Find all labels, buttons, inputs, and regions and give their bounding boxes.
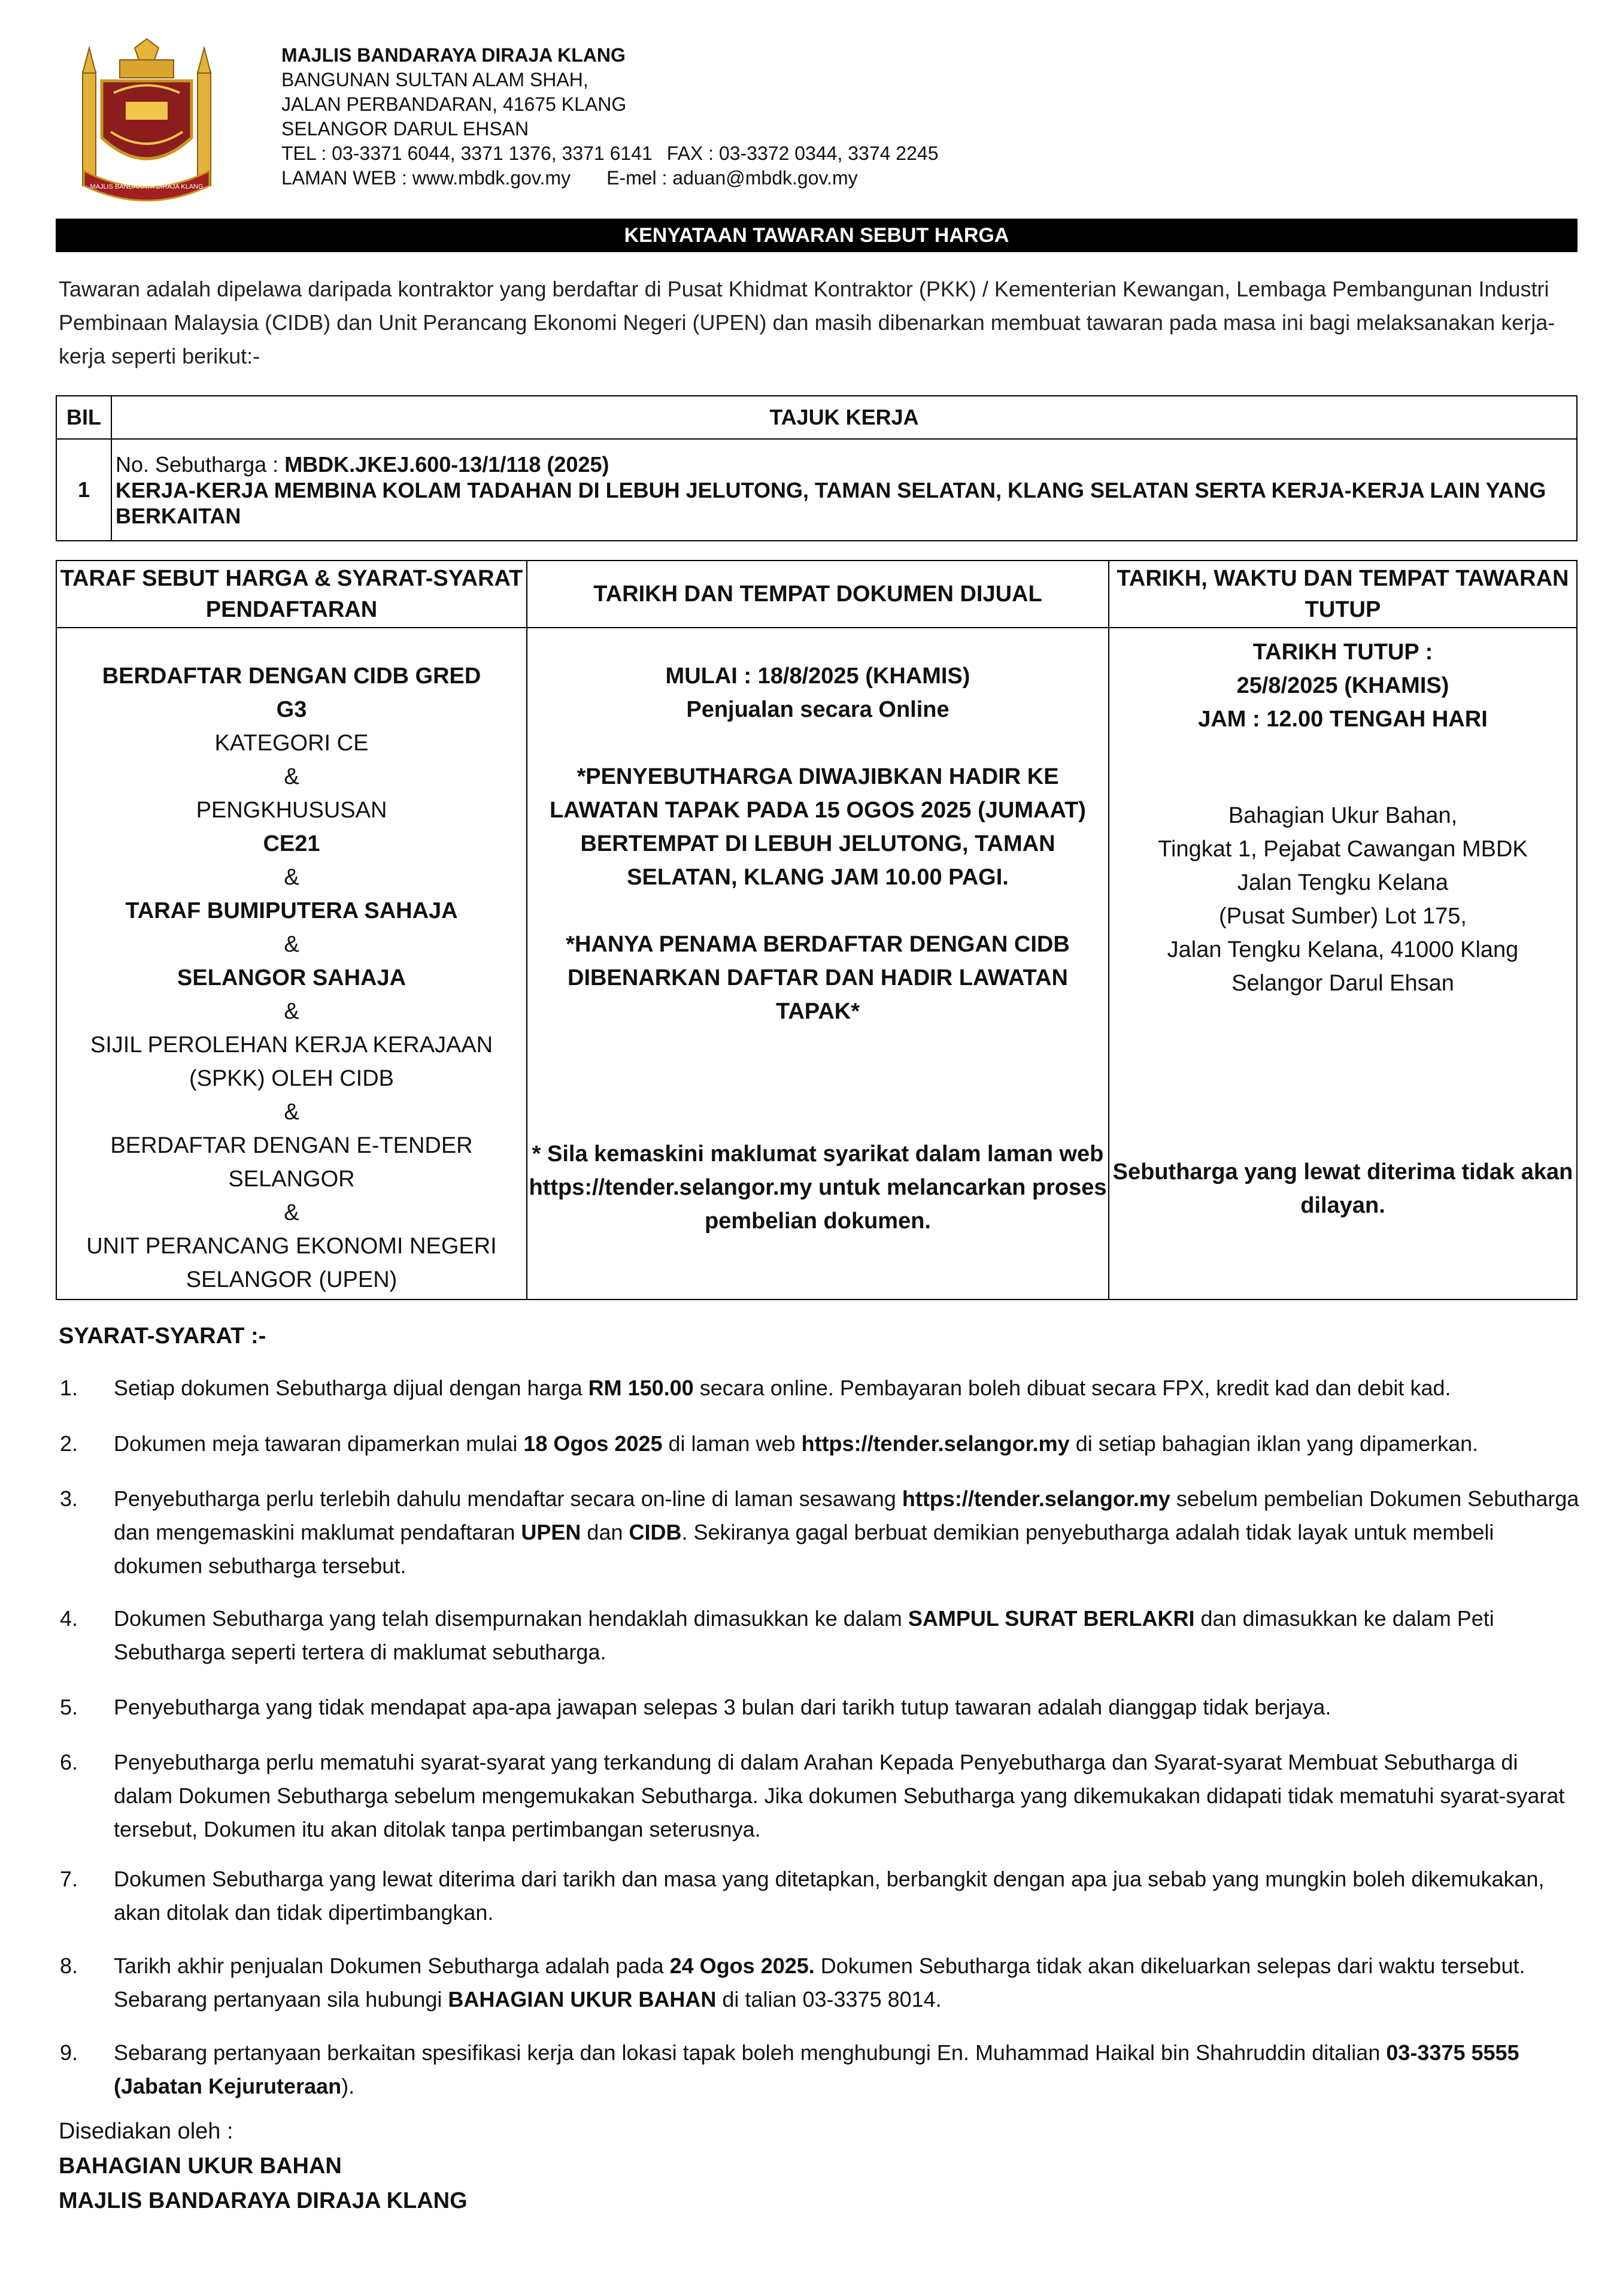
closing-address bbox=[1109, 799, 1576, 1000]
envelope: SAMPUL SURAT BERLAKRI bbox=[908, 1606, 1195, 1631]
visit-line: BERTEMPAT DI LEBUH JELUTONG, TAMAN bbox=[580, 831, 1055, 856]
req-grade: G3 bbox=[276, 697, 307, 722]
sale-cell bbox=[527, 628, 1109, 1300]
amp: & bbox=[284, 1099, 299, 1125]
late-line: dilayan. bbox=[1300, 1193, 1385, 1218]
addr-line: Tingkat 1, Pejabat Cawangan MBDK bbox=[1158, 837, 1528, 862]
note-line: https://tender.selangor.my untuk melancarkan proses bbox=[529, 1175, 1107, 1200]
addr-line: Jalan Tengku Kelana, 41000 Klang bbox=[1167, 937, 1519, 962]
tender-url: https://tender.selangor.my bbox=[902, 1486, 1170, 1511]
closing-info bbox=[1109, 635, 1576, 736]
update-info-note bbox=[527, 1137, 1108, 1238]
addr-line: Bahagian Ukur Bahan, bbox=[1228, 803, 1458, 828]
text: Penyebutharga perlu mematuhi syarat-syarat yang terkandung di dalam Arahan Kepada Penyebutharga dan Syarat-syarat Membuat Sebutharga di dalam Dokumen Sebutharga sebelum mengemukakan Sebutharga. Jika dokumen Sebutharga yang dikemukakan didapati tidak mematuhi syarat-syarat tersebut, Dokumen itu akan ditolak tanpa pertimbangan seterusnya. bbox=[114, 1750, 1565, 1841]
contact-phone-line bbox=[281, 141, 938, 166]
cidb-line: TAPAK* bbox=[775, 999, 860, 1024]
text: Penyebutharga yang tidak mendapat apa-apa jawapan selepas 3 bulan dari tarikh tutup tawaran adalah dianggap tidak berjaya. bbox=[114, 1695, 1331, 1719]
conditions-heading: SYARAT-SYARAT :- bbox=[59, 1323, 266, 1349]
req-spkk-1: SIJIL PEROLEHAN KERJA KERAJAAN bbox=[90, 1032, 493, 1058]
cidb-line: DIBENARKAN DAFTAR DAN HADIR LAWATAN bbox=[568, 965, 1068, 991]
notice-banner: KENYATAAN TAWARAN SEBUT HARGA bbox=[56, 219, 1578, 252]
address-line-1: BANGUNAN SULTAN ALAM SHAH, bbox=[281, 69, 588, 90]
date: 24 Ogos 2025. bbox=[669, 1953, 815, 1978]
date: 18 Ogos 2025 bbox=[523, 1431, 663, 1456]
condition-9 bbox=[59, 2036, 1579, 2103]
condition-6 bbox=[59, 1746, 1579, 1846]
note-line: pembelian dokumen. bbox=[705, 1208, 931, 1234]
work-title-table bbox=[56, 395, 1578, 541]
late-note bbox=[1109, 1155, 1576, 1222]
closing-cell bbox=[1109, 628, 1577, 1300]
amp: & bbox=[284, 1200, 299, 1225]
row-bil: 1 bbox=[56, 439, 111, 541]
amp: & bbox=[284, 999, 299, 1024]
text: dan dimasukkan ke dalam Peti Sebutharga seperti tertera di maklumat sebutharga. bbox=[114, 1606, 1494, 1664]
visit-line: *PENYEBUTHARGA DIWAJIBKAN HADIR KE bbox=[577, 764, 1059, 789]
text: Setiap dokumen Sebutharga dijual dengan harga bbox=[114, 1376, 588, 1400]
condition-1 bbox=[59, 1371, 1579, 1405]
contact-web-line bbox=[281, 166, 938, 190]
registration-cell bbox=[56, 628, 527, 1300]
condition-5 bbox=[59, 1691, 1579, 1724]
text: sebelum pembelian Dokumen Sebutharga dan mengemaskini maklumat pendaftaran bbox=[114, 1486, 1579, 1544]
amp: & bbox=[284, 932, 299, 957]
closing-time: JAM : 12.00 TENGAH HARI bbox=[1198, 707, 1488, 732]
visit-line: LAWATAN TAPAK PADA 15 OGOS 2025 (JUMAAT) bbox=[550, 798, 1086, 823]
req-spkk-2: (SPKK) OLEH CIDB bbox=[189, 1066, 395, 1091]
website: LAMAN WEB : www.mbdk.gov.my bbox=[281, 167, 571, 189]
letterhead bbox=[281, 43, 938, 190]
sale-start-date: MULAI : 18/8/2025 (KHAMIS) bbox=[665, 664, 970, 689]
tel: TEL : 03-3371 6044, 3371 1376, 3371 6141 bbox=[281, 143, 653, 164]
col-header-title: TAJUK KERJA bbox=[111, 396, 1577, 439]
condition-number: 4. bbox=[60, 1606, 78, 1631]
price: RM 150.00 bbox=[588, 1376, 694, 1400]
req-selangor: SELANGOR SAHAJA bbox=[177, 965, 406, 991]
prepared-label: Disediakan oleh : bbox=[59, 2119, 233, 2144]
condition-number: 3. bbox=[60, 1486, 78, 1511]
text: Sebarang pertanyaan berkaitan spesifikasi kerja dan lokasi tapak boleh menghubungi En. Muhammad Haikal bin Shahruddin ditalian bbox=[114, 2040, 1387, 2065]
text: Penyebutharga perlu terlebih dahulu mendaftar secara on-line di laman sesawang bbox=[114, 1486, 902, 1511]
text: Dokumen meja tawaran dipamerkan mulai bbox=[114, 1431, 524, 1456]
text: . Sekiranya gagal berbuat demikian penyebutharga adalah tidak layak untuk membeli dokumen sebutharga tersebut. bbox=[114, 1520, 1494, 1578]
late-line: Sebutharga yang lewat diterima tidak akan bbox=[1112, 1159, 1573, 1185]
sale-mode: Penjualan secara Online bbox=[686, 697, 949, 722]
closing-date: 25/8/2025 (KHAMIS) bbox=[1236, 673, 1449, 698]
org-name: MAJLIS BANDARAYA DIRAJA KLANG bbox=[281, 44, 626, 66]
condition-number: 5. bbox=[60, 1695, 78, 1719]
text: Tarikh akhir penjualan Dokumen Sebutharga adalah pada bbox=[114, 1953, 670, 1978]
condition-2 bbox=[59, 1427, 1579, 1461]
col-header-registration: TARAF SEBUT HARGA & SYARAT-SYARAT PENDAFTARAN bbox=[56, 561, 527, 628]
visit-line: SELATAN, KLANG JAM 10.00 PAGI. bbox=[627, 865, 1009, 890]
prepared-dept: BAHAGIAN UKUR BAHAN bbox=[59, 2153, 342, 2179]
condition-8 bbox=[59, 1949, 1579, 2016]
text: di laman web bbox=[662, 1431, 802, 1456]
text: ). bbox=[341, 2074, 355, 2098]
closing-label: TARIKH TUTUP : bbox=[1252, 640, 1433, 665]
text: di setiap bahagian iklan yang dipamerkan. bbox=[1069, 1431, 1479, 1456]
sale-start bbox=[527, 659, 1108, 726]
condition-3 bbox=[59, 1482, 1579, 1583]
crest-ribbon-text: MAJLIS BANDARAYA DIRAJA KLANG bbox=[90, 183, 204, 190]
condition-4 bbox=[59, 1602, 1579, 1669]
ref-label: No. Sebutharga : bbox=[116, 452, 285, 477]
amp: & bbox=[284, 865, 299, 890]
col-header-closing: TARIKH, WAKTU DAN TEMPAT TAWARAN TUTUP bbox=[1109, 561, 1577, 628]
tender-details-table bbox=[56, 560, 1578, 1300]
req-upen-1: UNIT PERANCANG EKONOMI NEGERI bbox=[86, 1234, 497, 1259]
email: E-mel : aduan@mbdk.gov.my bbox=[606, 167, 858, 189]
condition-number: 8. bbox=[60, 1953, 78, 1978]
text: dan bbox=[581, 1520, 629, 1544]
cidb-only-note bbox=[527, 928, 1108, 1028]
condition-number: 7. bbox=[60, 1867, 78, 1891]
cidb: CIDB bbox=[629, 1520, 682, 1544]
table-row bbox=[56, 439, 1577, 541]
addr-line: Selangor Darul Ehsan bbox=[1231, 971, 1454, 996]
addr-line: (Pusat Sumber) Lot 175, bbox=[1219, 904, 1467, 929]
condition-number: 2. bbox=[60, 1431, 78, 1456]
text: Dokumen Sebutharga yang lewat diterima dari tarikh dan masa yang ditetapkan, berbangkit dengan apa jua sebab yang mungkin boleh dikemukakan, akan ditolak dan tidak dipertimbangkan. bbox=[114, 1867, 1545, 1925]
condition-number: 9. bbox=[60, 2040, 78, 2065]
job-title: KERJA-KERJA MEMBINA KOLAM TADAHAN DI LEBUH JELUTONG, TAMAN SELATAN, KLANG SELATAN SERTA KERJA-KERJA LAIN YANG BERKAITAN bbox=[116, 477, 1546, 528]
req-upen-2: SELANGOR (UPEN) bbox=[186, 1267, 398, 1292]
ref-number: MBDK.JKEJ.600-13/1/118 (2025) bbox=[284, 452, 609, 477]
note-line: * Sila kemaskini maklumat syarikat dalam laman web bbox=[532, 1141, 1104, 1167]
site-visit-note bbox=[527, 760, 1108, 894]
tender-url: https://tender.selangor.my bbox=[801, 1431, 1070, 1456]
condition-7 bbox=[59, 1862, 1579, 1930]
text: Dokumen Sebutharga yang telah disempurnakan hendaklah dimasukkan ke dalam bbox=[114, 1606, 908, 1631]
col-header-bil: BIL bbox=[56, 396, 111, 439]
req-specialisation: PENGKHUSUSAN bbox=[196, 798, 387, 823]
fax: FAX : 03-3372 0344, 3374 2245 bbox=[666, 143, 939, 164]
registration-list bbox=[57, 659, 526, 1297]
req-bumiputera: TARAF BUMIPUTERA SAHAJA bbox=[125, 898, 458, 923]
prepared-by bbox=[59, 2114, 468, 2218]
dept: BAHAGIAN UKUR BAHAN bbox=[448, 1987, 717, 2012]
req-etender-2: SELANGOR bbox=[228, 1167, 355, 1192]
text: secara online. Pembayaran boleh dibuat secara FPX, kredit kad dan debit kad. bbox=[693, 1376, 1451, 1400]
col-header-sale: TARIKH DAN TEMPAT DOKUMEN DIJUAL bbox=[527, 561, 1109, 628]
req-etender-1: BERDAFTAR DENGAN E-TENDER bbox=[110, 1133, 473, 1158]
condition-number: 1. bbox=[60, 1376, 78, 1400]
row-job bbox=[111, 439, 1577, 541]
address-line-3: SELANGOR DARUL EHSAN bbox=[281, 118, 529, 140]
amp: & bbox=[284, 764, 299, 789]
req-category: KATEGORI CE bbox=[214, 731, 369, 756]
intro-paragraph: Tawaran adalah dipelawa daripada kontraktor yang berdaftar di Pusat Khidmat Kontraktor (PKK) / Kementerian Kewangan, Lembaga Pembangunan Industri Pembinaan Malaysia (CIDB) dan Unit Perancang Ekonomi Negeri (UPEN) dan masih dibenarkan membuat tawaran pada masa ini bagi melaksanakan kerja-kerja seperti berikut:- bbox=[59, 277, 1555, 368]
mbdk-crest-logo bbox=[78, 36, 216, 204]
text: di talian 03-3375 8014. bbox=[716, 1987, 942, 2012]
address-line-2: JALAN PERBANDARAN, 41675 KLANG bbox=[281, 93, 627, 115]
upen: UPEN bbox=[521, 1520, 581, 1544]
text: Dokumen Sebutharga tidak akan dikeluarkan selepas dari waktu tersebut. Sebarang pertanyaan sila hubungi bbox=[114, 1953, 1525, 2012]
req-cidb: BERDAFTAR DENGAN CIDB GRED bbox=[102, 664, 481, 689]
prepared-org: MAJLIS BANDARAYA DIRAJA KLANG bbox=[59, 2188, 468, 2213]
req-ce21: CE21 bbox=[263, 831, 320, 856]
addr-line: Jalan Tengku Kelana bbox=[1237, 870, 1449, 895]
cidb-line: *HANYA PENAMA BERDAFTAR DENGAN CIDB bbox=[566, 932, 1070, 957]
condition-number: 6. bbox=[60, 1750, 78, 1774]
phone: 03-3375 5555 (Jabatan Kejuruteraan bbox=[114, 2040, 1519, 2098]
